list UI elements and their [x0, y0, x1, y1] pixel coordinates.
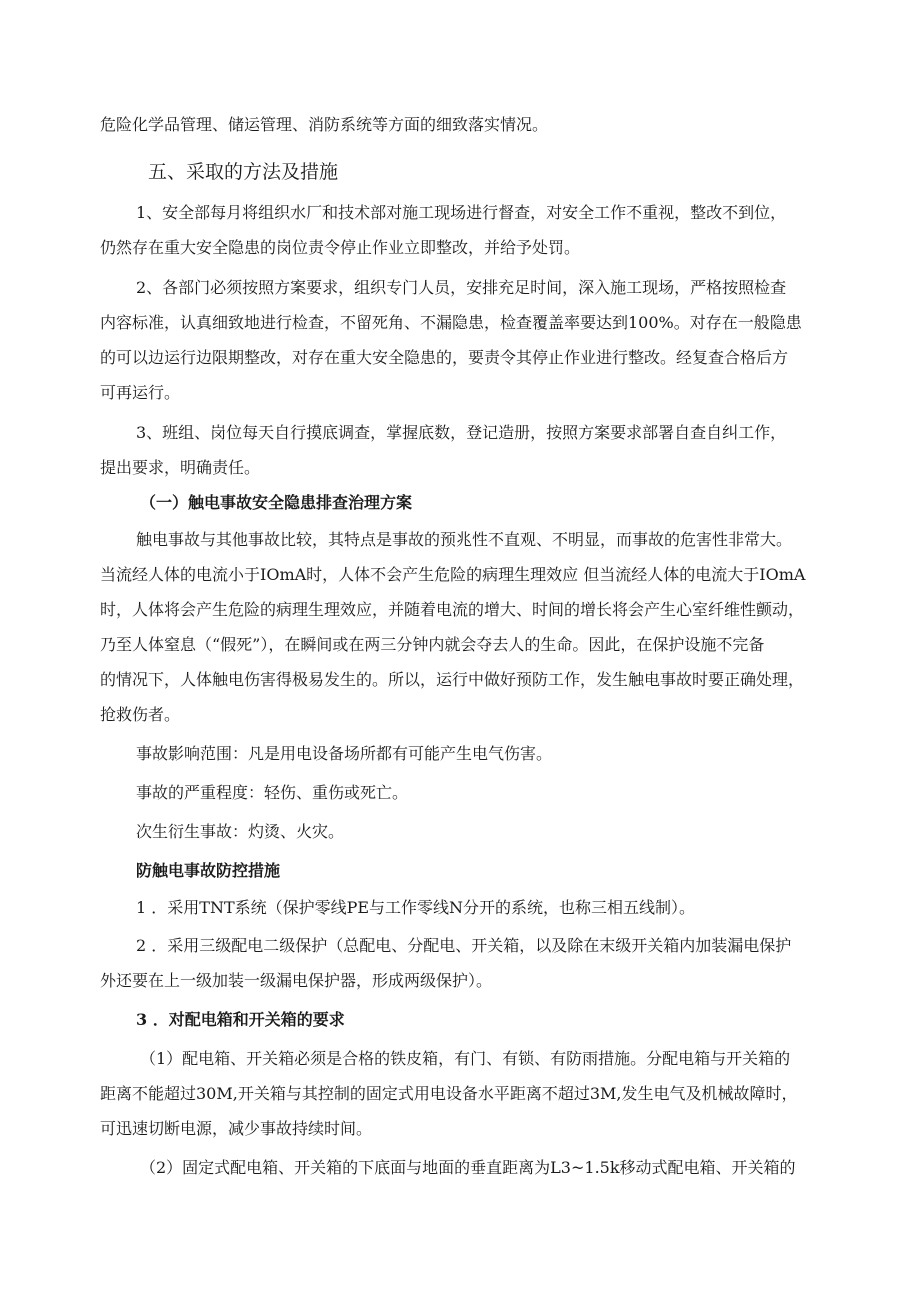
subsection-heading: （一）触电事故安全隐患排查治理方案 — [140, 493, 413, 512]
list-item: 2 ．采用三级配电二级保护（总配电、分配电、开关箱，以及除在末级开关箱内加装漏电保护 — [136, 936, 792, 955]
list-item: 3 ．对配电箱和开关箱的要求 — [136, 1010, 345, 1029]
paragraph-line: 可迅速切断电源，减少事故持续时间。 — [100, 1119, 373, 1138]
paragraph-line: 危险化学品管理、储运管理、消防系统等方面的细致落实情况。 — [100, 115, 549, 134]
paragraph-line: 次生衍生事故：灼烫、火灾。 — [136, 822, 345, 841]
paragraph-line: 当流经人体的电流小于IOmA时，人体不会产生危险的病理生理效应 但当流经人体的电流大于IOmA — [100, 565, 806, 584]
paragraph-line: 提出要求，明确责任。 — [100, 458, 261, 477]
paragraph-line: 事故影响范围：凡是用电设备场所都有可能产生电气伤害。 — [136, 744, 553, 763]
paragraph-line: 距离不能超过30M,开关箱与其控制的固定式用电设备水平距离不超过3M,发生电气及机械故障时， — [100, 1084, 798, 1103]
section-heading: 五、采取的方法及措施 — [148, 161, 339, 183]
paragraph-line: 的情况下，人体触电伤害得极易发生的。所以，运行中做好预防工作，发生触电事故时要正确处理， — [100, 670, 805, 689]
paragraph-line: 2、各部门必须按照方案要求，组织专门人员，安排充足时间，深入施工现场，严格按照检查 — [136, 278, 787, 297]
subsection-heading: 防触电事故防控措施 — [136, 861, 281, 880]
paragraph-line: 仍然存在重大安全隐患的岗位责令停止作业立即整改，并给予处罚。 — [100, 238, 581, 257]
paragraph-line: 3、班组、岗位每天自行摸底调查，掌握底数，登记造册，按照方案要求部署自查自纠工作， — [136, 423, 787, 442]
paragraph-line: （2）固定式配电箱、开关箱的下底面与地面的垂直距离为L3~1.5k移动式配电箱、开关箱的 — [140, 1158, 796, 1177]
paragraph-line: 可再运行。 — [100, 383, 181, 402]
paragraph-line: （1）配电箱、开关箱必须是合格的铁皮箱，有门、有锁、有防雨措施。分配电箱与开关箱的 — [140, 1049, 791, 1068]
paragraph-line: 1、安全部每月将组织水厂和技术部对施工现场进行督查，对安全工作不重视，整改不到位， — [136, 203, 787, 222]
paragraph-line: 内容标准，认真细致地进行检查，不留死角、不漏隐患，检查覆盖率要达到100%。对存在一般隐患 — [100, 313, 802, 332]
paragraph-line: 时，人体将会产生危险的病理生理效应，并随着电流的增大、时间的增长将会产生心室纤维性颤动， — [100, 600, 805, 619]
paragraph-line: 抢救伤者。 — [100, 705, 181, 724]
paragraph-line: 乃至人体窒息（“假死”），在瞬间或在两三分钟内就会夺去人的生命。因此，在保护设施不完备 — [100, 635, 765, 654]
paragraph-line: 事故的严重程度：轻伤、重伤或死亡。 — [136, 783, 409, 802]
list-item: 1 ．采用TNT系统（保护零线PE与工作零线N分开的系统，也称三相五线制）。 — [136, 898, 696, 917]
paragraph-line: 的可以边运行边限期整改，对存在重大安全隐患的，要责令其停止作业进行整改。经复查合格后方 — [100, 348, 789, 367]
paragraph-line: 触电事故与其他事故比较，其特点是事故的预兆性不直观、不明显，而事故的危害性非常大。 — [136, 530, 793, 549]
paragraph-line: 外还要在上一级加装一级漏电保护器，形成两级保护）。 — [100, 971, 493, 990]
